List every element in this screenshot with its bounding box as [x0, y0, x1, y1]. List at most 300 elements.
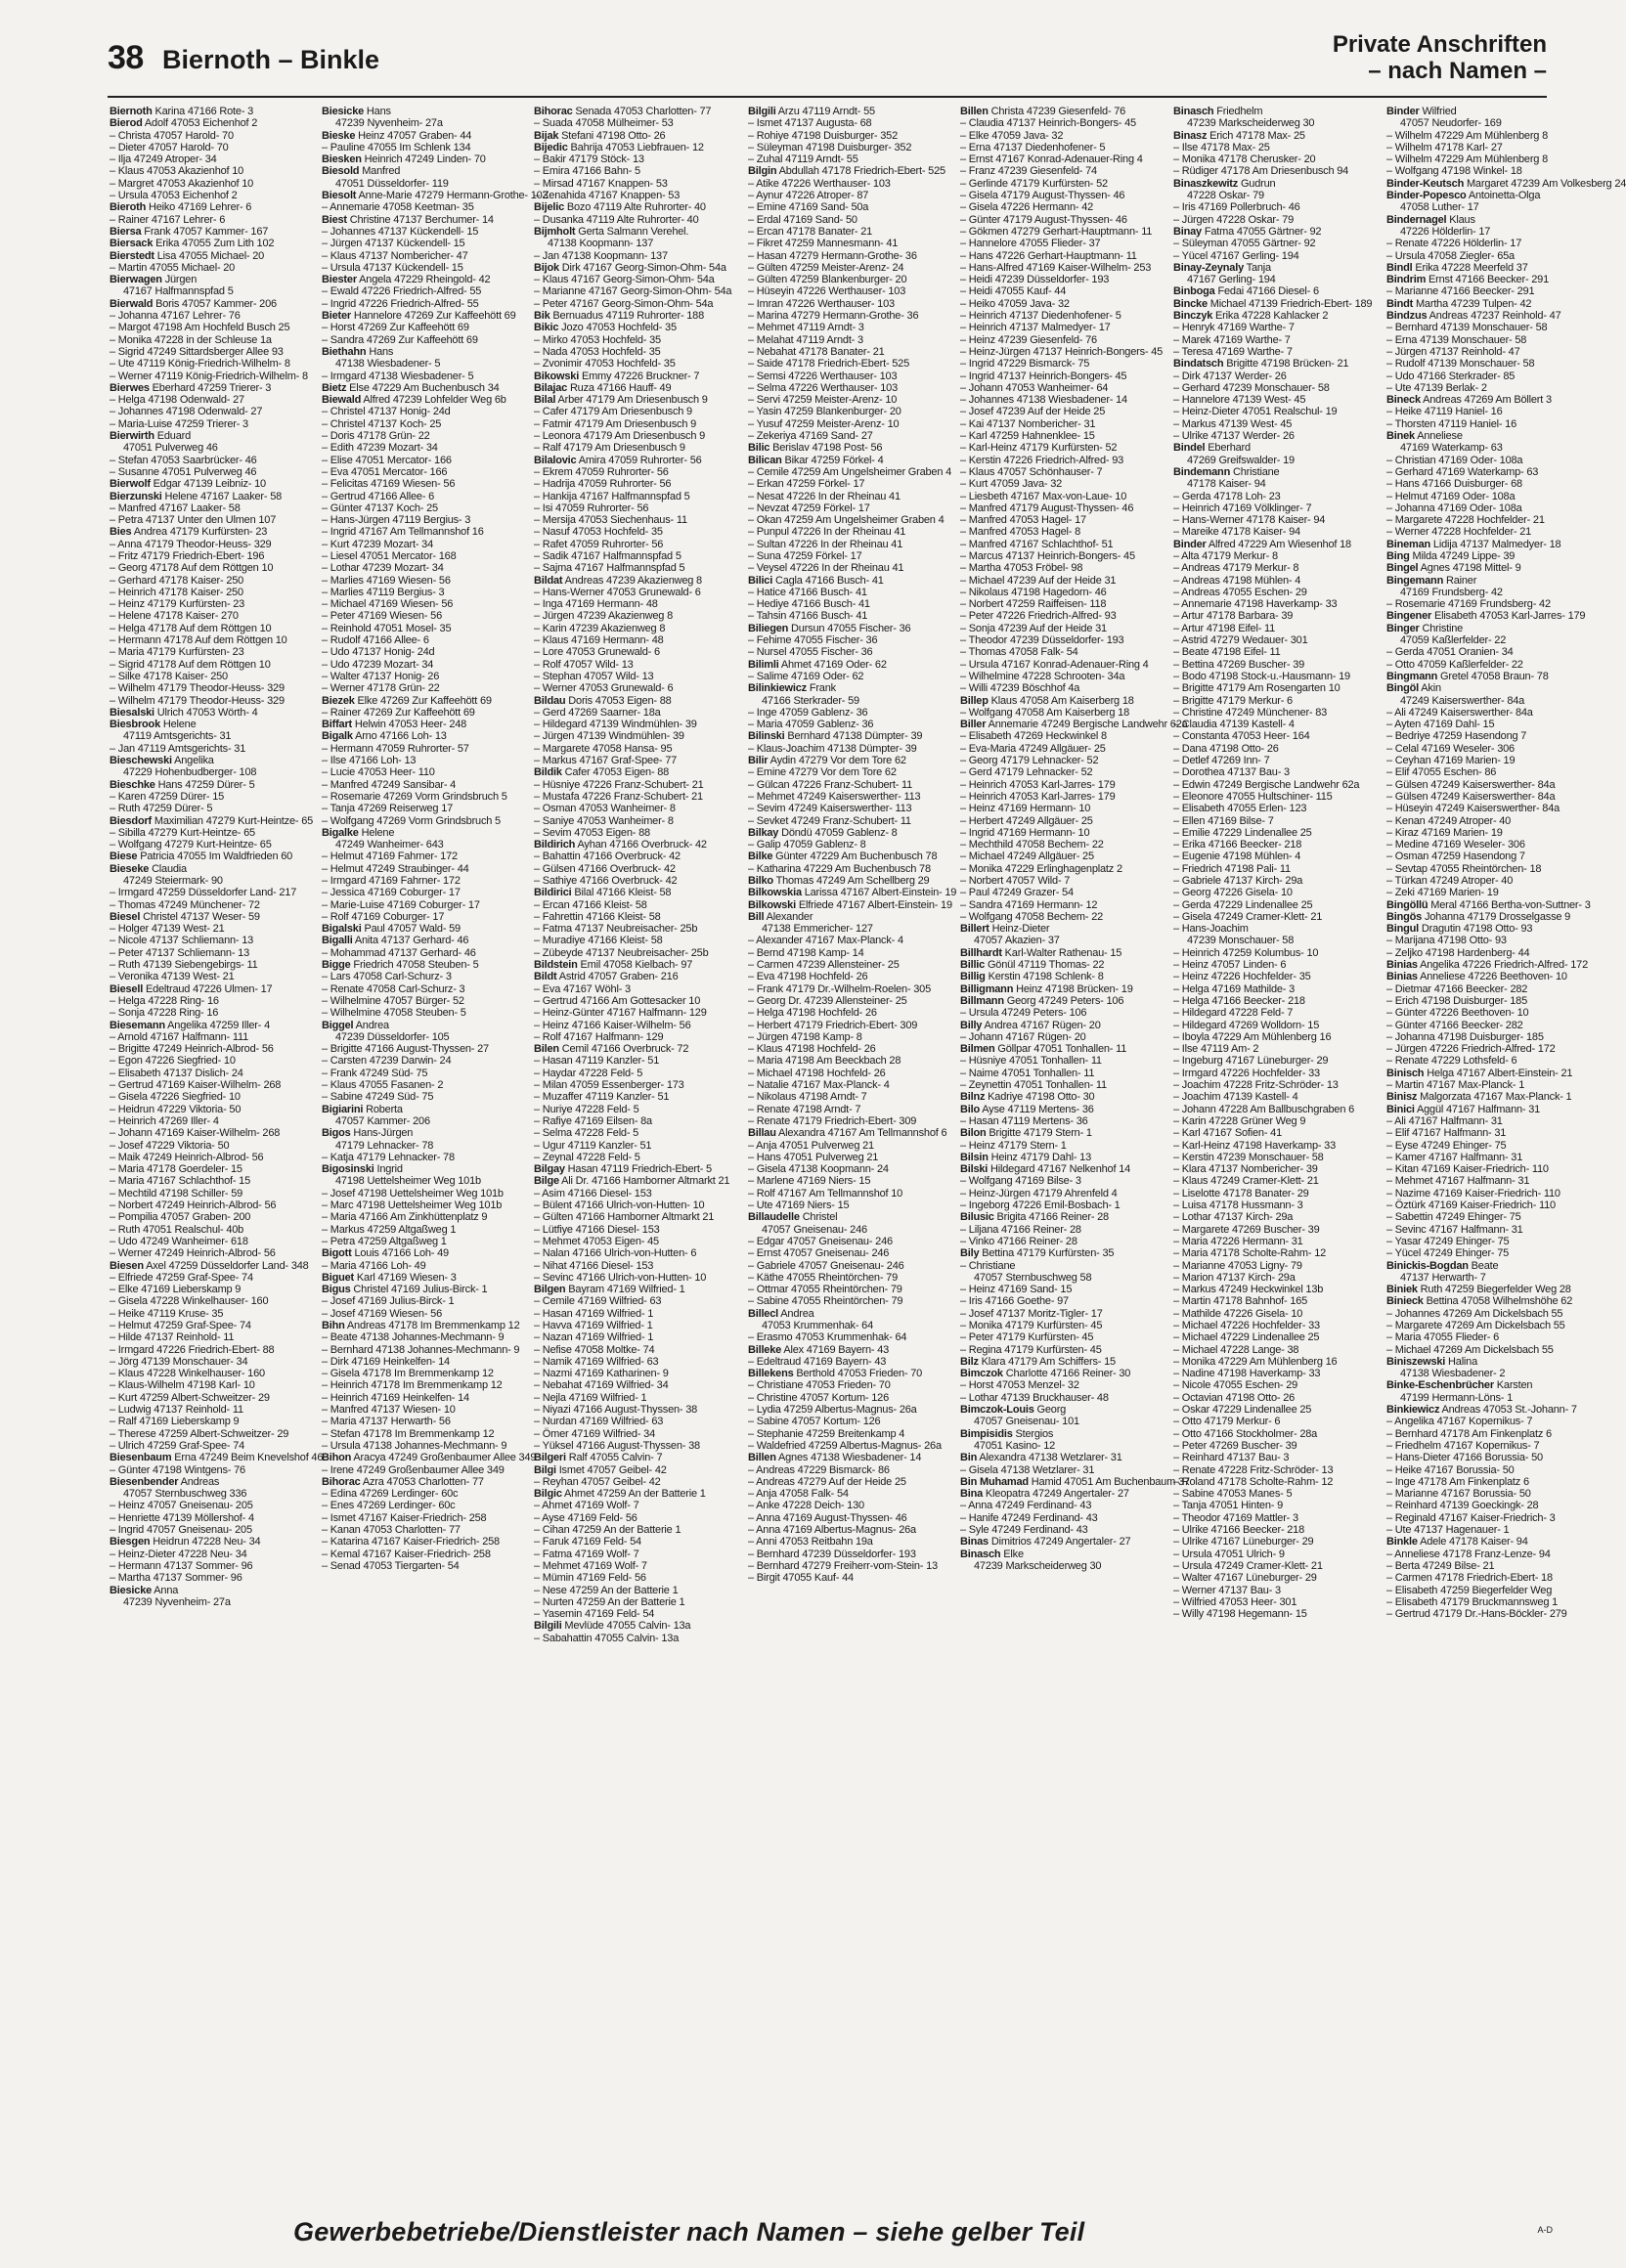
entry-details: – Nazmi 47169 Katharinen- 9	[534, 1368, 669, 1380]
directory-entry	[534, 863, 734, 875]
directory-entry	[960, 971, 1161, 982]
directory-entry	[534, 334, 734, 346]
entry-surname: Bierzunski	[110, 490, 162, 502]
entry-details: – Renate 47229 Lothsfeld- 6	[1386, 1055, 1517, 1068]
directory-entry	[534, 502, 734, 514]
directory-entry	[1173, 623, 1374, 634]
directory-entry	[110, 827, 310, 839]
entry-details: – Gertrud 47179 Dr.-Hans-Böckler- 279	[1386, 1608, 1567, 1621]
directory-entry	[748, 935, 948, 946]
directory-entry	[110, 1188, 310, 1199]
directory-entry	[322, 791, 522, 803]
entry-details: – Wolfgang 47279 Kurt-Heintze- 65	[110, 839, 272, 851]
directory-entry	[1386, 346, 1587, 358]
entry-details: – Elif 47167 Halfmann- 31	[1386, 1127, 1507, 1140]
entry-details: – Martha 47137 Sommer- 96	[110, 1572, 242, 1585]
directory-entry	[1173, 562, 1374, 574]
entry-details: Emmy 47226 Bruckner- 7	[581, 370, 700, 382]
entry-details: 47239 Markscheiderweg 30	[1187, 117, 1315, 130]
entry-details: – Fatma 47169 Wolf- 7	[534, 1548, 639, 1560]
entry-details: – Jürgen 47139 Windmühlen- 39	[534, 730, 684, 743]
entry-details: Erika 47055 Zum Lith 102	[155, 238, 275, 250]
directory-entry	[1173, 1368, 1374, 1379]
directory-entry	[534, 1199, 734, 1211]
directory-entry	[960, 1031, 1161, 1043]
directory-entry	[110, 1379, 310, 1391]
entry-details: Edeltraud 47226 Ulmen- 17	[145, 982, 273, 995]
directory-entry	[748, 1091, 948, 1103]
directory-entry	[110, 682, 310, 694]
directory-entry	[1173, 587, 1374, 598]
directory-entry	[1173, 1068, 1374, 1079]
entry-details: – Michael 47226 Hochfelder- 33	[1173, 1319, 1320, 1331]
entry-details: – Holger 47139 West- 21	[110, 923, 225, 936]
entry-details: – Ayse 47169 Feld- 56	[534, 1511, 637, 1524]
directory-entry	[1173, 1211, 1374, 1223]
directory-entry	[110, 839, 310, 850]
entry-details: Doris 47053 Eigen- 88	[568, 694, 672, 707]
entry-details: Lisa 47055 Michael- 20	[156, 249, 265, 262]
entry-details: – Rainer 47269 Zur Kaffeehött 69	[322, 706, 475, 719]
directory-entry	[322, 322, 522, 333]
entry-surname: Bijelic	[534, 201, 565, 214]
directory-entry	[1173, 285, 1374, 297]
entry-details: – Gülten 47166 Hamborner Altmarkt 21	[534, 1211, 715, 1224]
directory-entry	[534, 646, 734, 658]
directory-entry	[110, 1140, 310, 1152]
entry-details: – Nazan 47169 Wilfried- 1	[534, 1331, 654, 1344]
directory-entry	[322, 394, 522, 406]
entry-details: 47179 Lehnacker- 78	[335, 1139, 434, 1152]
entry-details: – Sajma 47167 Halfmannspfad 5	[534, 562, 685, 575]
directory-entry	[960, 442, 1161, 454]
entry-details: Helene	[162, 719, 197, 731]
entry-details: – Astrid 47279 Wedauer- 301	[1173, 634, 1308, 647]
entry-surname: Bimczok	[960, 1368, 1003, 1380]
directory-entry	[534, 153, 734, 165]
entry-details: – Gülten 47259 Blankenburger- 20	[748, 274, 907, 286]
directory-entry	[1173, 1476, 1374, 1488]
name-range: Biernoth – Binkle	[162, 45, 380, 74]
entry-details: – Norbert 47057 Wild- 7	[960, 875, 1071, 887]
entry-details: – Alexander 47167 Max-Planck- 4	[748, 935, 903, 947]
entry-details: Dragutin 47198 Otto- 93	[1421, 923, 1533, 936]
entry-details: – Nebahat 47178 Banater- 21	[748, 345, 885, 358]
directory-entry	[534, 165, 734, 177]
entry-details: – Veronika 47139 West- 21	[110, 971, 235, 983]
entry-details: Andrea	[780, 1307, 814, 1320]
entry-details: – Heinrich 47178 Im Bremmenkamp 12	[322, 1379, 503, 1392]
directory-entry	[110, 1356, 310, 1368]
directory-entry	[110, 334, 310, 346]
entry-details: – Fehime 47055 Fischer- 36	[748, 634, 878, 647]
directory-entry	[748, 190, 948, 201]
directory-entry	[748, 766, 948, 778]
directory-entry	[110, 1500, 310, 1511]
directory-entry	[1173, 1512, 1374, 1524]
entry-surname: Bierwolf	[110, 478, 151, 491]
directory-entry	[960, 1068, 1161, 1079]
directory-entry	[748, 358, 948, 370]
directory-entry	[110, 887, 310, 898]
directory-entry	[534, 1536, 734, 1548]
directory-entry	[1386, 1512, 1587, 1524]
directory-entry	[960, 1416, 1161, 1427]
entry-details: Aydin 47279 Vor dem Tore 62	[769, 755, 906, 767]
directory-entry	[748, 1068, 948, 1079]
entry-details: – Heinz 47179 Stern- 1	[960, 1139, 1067, 1152]
entry-details: Adolf 47053 Eichenhof 2	[144, 117, 258, 130]
entry-surname: Bindrim	[1386, 274, 1427, 286]
entry-details: – Ruth 47139 Siebengebirgs- 11	[110, 959, 258, 972]
entry-details: 47228 Oskar- 79	[1187, 190, 1264, 202]
entry-surname: Bilkay	[748, 826, 779, 839]
entry-details: – Karl-Heinz 47198 Haverkamp- 33	[1173, 1139, 1337, 1152]
directory-entry	[110, 1224, 310, 1236]
entry-surname: Bihon	[322, 1452, 352, 1464]
directory-entry	[1386, 719, 1587, 730]
entry-details: Brigita 47166 Reiner- 28	[996, 1211, 1109, 1224]
directory-entry	[1386, 575, 1587, 587]
entry-details: – Udo 47137 Honig- 24d	[322, 646, 435, 659]
entry-details: – Reinhard 47139 Goeckingk- 28	[1386, 1500, 1539, 1512]
entry-details: Hans	[366, 106, 391, 117]
directory-entry	[748, 587, 948, 598]
directory-entry	[1386, 1379, 1587, 1391]
entry-details: Aggül 47167 Halfmann- 31	[1417, 1103, 1541, 1115]
directory-entry	[1173, 1199, 1374, 1211]
entry-details: – Vinko 47166 Reiner- 28	[960, 1235, 1077, 1247]
directory-entry	[748, 1079, 948, 1091]
entry-details: Cafer 47053 Eigen- 88	[564, 766, 670, 779]
entry-details: – Yasemin 47169 Feld- 54	[534, 1608, 655, 1621]
directory-entry	[960, 394, 1161, 406]
entry-details: 47167 Gerling- 194	[1187, 274, 1276, 286]
entry-surname: Bindl	[1386, 261, 1413, 274]
directory-entry	[748, 550, 948, 562]
entry-surname: Bietz	[322, 381, 347, 394]
entry-surname: Binasz	[1173, 129, 1208, 142]
entry-details: – Mersija 47053 Siechenhaus- 11	[534, 514, 687, 527]
entry-surname: Bierod	[110, 117, 143, 130]
entry-details: – Rosemarie 47269 Vorm Grindsbruch 5	[322, 790, 507, 803]
entry-details: – Kenan 47249 Atroper- 40	[1386, 814, 1512, 827]
directory-entry	[534, 406, 734, 417]
entry-details: 47226 Hölderlin- 17	[1400, 225, 1491, 238]
entry-details: – Iboyla 47229 Am Mühlenberg 16	[1173, 1030, 1332, 1043]
entry-details: Johanna 47179 Drosselgasse 9	[1424, 910, 1571, 923]
entry-details: – Erdal 47169 Sand- 50	[748, 213, 857, 226]
directory-entry	[960, 406, 1161, 417]
directory-entry	[1173, 1560, 1374, 1572]
directory-entry	[1386, 1608, 1587, 1620]
directory-entry	[534, 766, 734, 778]
entry-details: – Wilhelmine 47228 Schrooten- 34a	[960, 670, 1125, 682]
entry-details: Ernst 47166 Beecker- 291	[1428, 274, 1550, 286]
entry-details: – Cafer 47179 Am Driesenbusch 9	[534, 406, 692, 418]
entry-details: Antoinetta-Olga	[1468, 190, 1541, 202]
directory-entry	[1386, 285, 1587, 297]
entry-details: Rainer	[1445, 574, 1477, 587]
entry-details: – Bernd 47198 Kamp- 14	[748, 946, 864, 959]
directory-entry	[110, 575, 310, 587]
directory-entry	[1173, 646, 1374, 658]
entry-details: – Wilhelm 47229 Am Mühlenberg 8	[1386, 153, 1549, 166]
directory-entry	[748, 755, 948, 766]
entry-details: – Marlene 47169 Niers- 15	[748, 1175, 871, 1188]
entry-surname: Biffart	[322, 719, 352, 731]
directory-entry	[960, 1392, 1161, 1404]
entry-details: – Mehmet 47119 Arndt- 3	[748, 322, 864, 334]
entry-details: – Ekrem 47059 Ruhrorter- 56	[534, 465, 669, 478]
directory-entry	[960, 899, 1161, 911]
directory-entry	[110, 814, 314, 827]
directory-entry	[1386, 1585, 1587, 1596]
entry-details: – Ugur 47119 Kanzler- 51	[534, 1139, 652, 1152]
entry-details: – Yüksel 47166 August-Thyssen- 38	[534, 1439, 700, 1452]
directory-entry	[1386, 562, 1587, 574]
directory-entry	[534, 1392, 734, 1404]
entry-details: Malgorzata 47167 Max-Planck- 1	[1420, 1091, 1572, 1104]
directory-entry	[960, 1452, 1161, 1463]
directory-entry	[1173, 1548, 1374, 1560]
entry-details: – Jürgen 47228 Oskar- 79	[1173, 213, 1294, 226]
entry-details: – Johann 47228 Am Ballbuschgraben 6	[1173, 1103, 1355, 1115]
directory-entry	[534, 1548, 734, 1560]
entry-details: Astrid 47057 Graben- 216	[558, 971, 679, 983]
directory-entry	[110, 478, 310, 490]
entry-details: Tanja	[1246, 261, 1271, 274]
entry-details: – Theodor 47239 Düsseldorfer- 193	[960, 634, 1124, 647]
directory-entry	[322, 682, 522, 694]
directory-entry	[960, 719, 1188, 731]
directory-entry	[322, 1428, 522, 1440]
directory-entry	[960, 659, 1161, 671]
entry-details: – Anja 47058 Falk- 54	[748, 1488, 849, 1501]
entry-details: Andrea	[355, 1019, 389, 1031]
entry-details: – Ralf 47169 Lieberskamp 9	[110, 1416, 240, 1428]
entry-details: – Herbert 47179 Friedrich-Ebert- 309	[748, 1019, 918, 1031]
directory-entry	[110, 959, 310, 971]
directory-entry	[534, 262, 734, 274]
footer-note: Gewerbebetriebe/Dienstleister nach Namen – siehe gelber Teil	[293, 2217, 1085, 2246]
entry-details: – Klaus 47055 Fasanen- 2	[322, 1079, 444, 1092]
directory-entry	[110, 1199, 310, 1211]
listing-column-6	[1173, 106, 1374, 2207]
directory-entry	[1386, 1091, 1587, 1103]
entry-details: – Marianne 47053 Ligny- 79	[1173, 1259, 1302, 1272]
directory-entry	[534, 743, 734, 755]
directory-entry	[748, 995, 948, 1007]
directory-entry	[960, 562, 1161, 574]
entry-details: – Annemarie 47198 Haverkamp- 33	[1173, 598, 1338, 611]
directory-entry	[748, 1500, 948, 1511]
directory-entry	[1386, 1007, 1587, 1019]
entry-surname: Bildirici	[534, 887, 572, 899]
entry-surname: Biesicke	[110, 1584, 153, 1596]
entry-details: 47057 Akazien- 37	[974, 935, 1060, 947]
entry-surname: Bies	[110, 526, 132, 539]
entry-details: – Osman 47053 Wanheimer- 8	[534, 803, 676, 815]
directory-entry	[1386, 1043, 1587, 1055]
entry-surname: Bingener	[1386, 610, 1432, 623]
directory-entry	[534, 1020, 734, 1031]
entry-surname: Bildik	[534, 766, 562, 779]
entry-details: – Klaus 47057 Schönhauser- 7	[960, 465, 1103, 478]
entry-details: Heinz-Dieter	[991, 923, 1050, 936]
directory-entry	[1173, 1608, 1374, 1620]
entry-details: – Yusuf 47259 Meister-Arenz- 10	[748, 417, 900, 430]
entry-details: – Lothar 47239 Mozart- 34	[322, 562, 444, 575]
directory-entry	[748, 201, 948, 213]
entry-details: – Eyse 47249 Ehinger- 75	[1386, 1139, 1507, 1152]
directory-entry	[110, 1163, 310, 1175]
directory-entry	[322, 1055, 522, 1067]
entry-details: – Katharina 47229 Am Buchenbusch 78	[748, 862, 931, 875]
entry-details: – Katja 47179 Lehnacker- 78	[322, 1151, 455, 1163]
entry-details: Halina	[1448, 1355, 1478, 1368]
directory-entry	[534, 827, 734, 839]
directory-entry	[748, 346, 948, 358]
entry-details: – Johanna 47198 Duisburger- 185	[1386, 1030, 1544, 1043]
directory-entry	[110, 1344, 310, 1356]
entry-details: – Galip 47059 Gablenz- 8	[748, 839, 866, 851]
entry-details: Bernuadus 47119 Ruhrorter- 188	[552, 310, 705, 323]
directory-entry	[110, 863, 310, 875]
entry-details: Anna	[154, 1584, 179, 1596]
entry-surname: Biest	[322, 213, 347, 226]
entry-surname: Biester	[322, 274, 357, 286]
directory-entry	[1173, 1055, 1374, 1067]
entry-details: Wilfried	[1422, 106, 1457, 117]
entry-details: – Ömer 47169 Wilfried- 34	[534, 1427, 655, 1440]
directory-entry	[1386, 1031, 1587, 1043]
entry-details: – Edeltraud 47169 Bayern- 43	[748, 1355, 887, 1368]
directory-entry	[960, 911, 1161, 923]
directory-entry	[322, 935, 522, 946]
entry-details: – Yasin 47259 Blankenburger- 20	[748, 406, 901, 418]
directory-entry	[1386, 371, 1587, 382]
directory-entry	[322, 1247, 522, 1259]
entry-details: – Helga 47228 Ring- 16	[110, 994, 219, 1007]
directory-entry	[534, 371, 734, 382]
entry-details: – Eva 47167 Wöhl- 3	[534, 982, 631, 995]
directory-entry	[110, 1284, 310, 1295]
directory-entry	[322, 274, 522, 285]
directory-entry	[748, 1536, 948, 1548]
directory-entry	[322, 1452, 537, 1464]
entry-details: – Wolfgang 47269 Vorm Grindsbruch 5	[322, 814, 501, 827]
directory-entry	[748, 334, 948, 346]
directory-entry	[1173, 899, 1374, 911]
directory-entry	[1386, 766, 1587, 778]
entry-surname: Binder-Popesco	[1386, 190, 1467, 202]
entry-details: – Yücel 47249 Ehinger- 75	[1386, 1247, 1510, 1260]
entry-details: – Markus 47249 Heckwinkel 13b	[1173, 1284, 1324, 1296]
entry-surname: Bikowski	[534, 370, 580, 382]
entry-details: Karsten	[1496, 1379, 1533, 1392]
directory-entry	[110, 406, 310, 417]
entry-details: – Helmut 47259 Graf-Spee- 74	[110, 1319, 251, 1331]
directory-entry	[322, 971, 522, 982]
directory-entry	[110, 971, 310, 982]
entry-surname: Bill	[748, 910, 765, 923]
directory-entry	[110, 935, 310, 946]
entry-details: – Gerhard 47178 Kaiser- 250	[110, 574, 244, 587]
entry-details: – Maria 47198 Am Beeckbach 28	[748, 1055, 901, 1068]
entry-details: – Stefan 47053 Saarbrücker- 46	[110, 454, 257, 466]
directory-entry	[1386, 226, 1587, 238]
directory-entry	[322, 1356, 522, 1368]
entry-details: – Hans 47226 Gerhart-Hauptmann- 11	[960, 249, 1137, 262]
entry-details: – Wolfgang 47169 Bilse- 3	[960, 1175, 1081, 1188]
entry-details: – Sigrid 47178 Auf dem Röttgen 10	[110, 658, 271, 671]
directory-entry	[1173, 1536, 1374, 1548]
entry-surname: Bingul	[1386, 923, 1420, 936]
entry-surname: Billy	[960, 1019, 983, 1031]
entry-details: 47137 Herwarth- 7	[1400, 1271, 1486, 1284]
directory-entry	[110, 1536, 310, 1548]
directory-entry	[534, 382, 734, 394]
entry-details: Klara 47179 Am Schiffers- 15	[981, 1355, 1116, 1368]
directory-entry	[748, 1524, 948, 1536]
entry-details: – Kiraz 47169 Marien- 19	[1386, 826, 1503, 839]
directory-entry	[322, 719, 522, 730]
entry-surname: Bildstein	[534, 959, 578, 972]
entry-details: – Nadine 47198 Haverkamp- 33	[1173, 1368, 1321, 1380]
entry-details: – Ercan 47166 Kleist- 58	[534, 898, 647, 911]
entry-details: – Rolf 47057 Wild- 13	[534, 658, 634, 671]
directory-entry	[534, 539, 734, 550]
directory-entry	[322, 1043, 522, 1055]
directory-entry	[110, 226, 310, 238]
entry-details: – Helga 47169 Mathilde- 3	[1173, 982, 1296, 995]
entry-details: – Lothar 47139 Bruckhauser- 48	[960, 1391, 1109, 1404]
directory-entry	[322, 285, 522, 297]
directory-entry	[748, 659, 948, 671]
entry-details: Heinz 47179 Dahl- 13	[990, 1151, 1092, 1163]
entry-details: – Klaus-Joachim 47138 Dümpter- 39	[748, 742, 917, 755]
entry-details: – Udo 47239 Mozart- 34	[322, 658, 434, 671]
entry-details: Berislav 47198 Post- 56	[772, 442, 883, 455]
directory-entry	[534, 682, 734, 694]
directory-entry	[1386, 815, 1587, 827]
directory-entry	[534, 1608, 734, 1620]
entry-surname: Bilo	[960, 1103, 980, 1115]
entry-details: – Elisabeth 47055 Erlen- 123	[1173, 803, 1307, 815]
directory-entry	[1386, 911, 1587, 923]
directory-entry	[322, 214, 522, 226]
entry-details: – Ingeborg 47226 Emil-Bosbach- 1	[960, 1199, 1121, 1212]
entry-details: – Cihan 47259 An der Batterie 1	[534, 1524, 681, 1537]
directory-entry	[1173, 298, 1374, 310]
entry-details: Berthold 47053 Frieden- 70	[796, 1368, 923, 1380]
directory-entry	[322, 1308, 522, 1320]
directory-entry	[748, 791, 948, 803]
entry-details: – Mareike 47178 Kaiser- 94	[1173, 526, 1300, 539]
directory-entry	[534, 1331, 734, 1343]
directory-entry	[534, 250, 734, 262]
entry-details: – Bülent 47166 Ulrich-von-Hutten- 10	[534, 1199, 705, 1212]
directory-entry	[1386, 983, 1587, 995]
entry-details: – Reyhan 47057 Geibel- 42	[534, 1475, 661, 1488]
directory-entry	[748, 671, 948, 682]
directory-entry	[322, 947, 522, 959]
directory-entry	[322, 730, 522, 742]
directory-entry	[1173, 1079, 1374, 1091]
directory-entry	[1173, 1356, 1374, 1368]
entry-details: – Inge 47059 Gablenz- 36	[748, 706, 868, 719]
